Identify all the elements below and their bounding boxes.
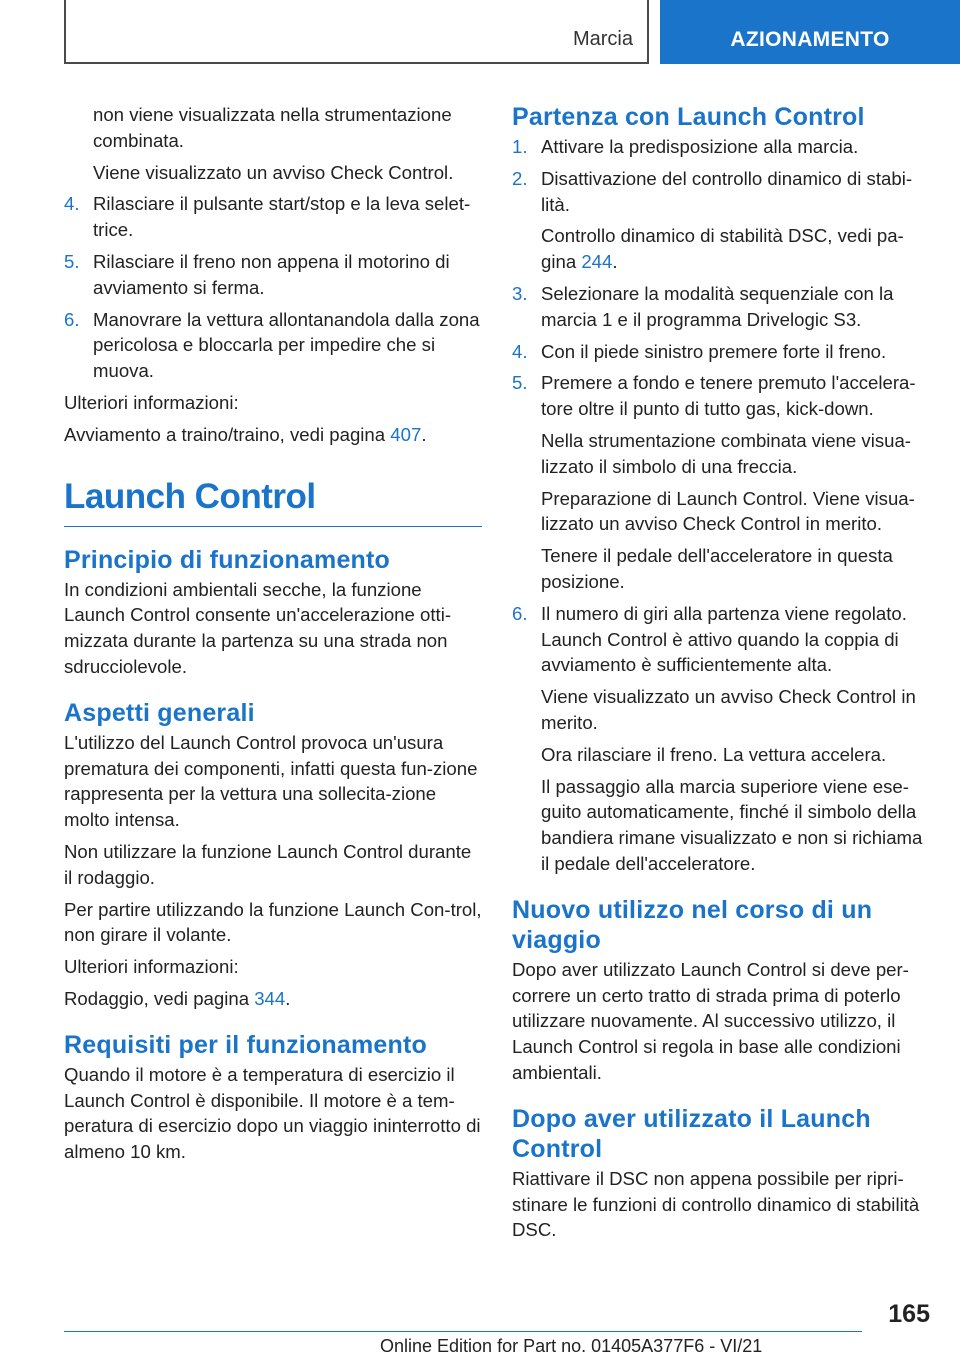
step-text: Rilasciare il pulsante start/stop e la leva selet-trice. [93, 193, 471, 241]
step-subtext [541, 223, 932, 275]
step-text: Rilasciare il freno non appena il motorino di avviamento si ferma. [93, 250, 450, 298]
cross-reference [64, 422, 482, 448]
step-subtext: Viene visualizzato un avviso Check Control in merito. [541, 686, 916, 733]
step-item [64, 307, 482, 384]
step-subtext: Tenere il pedale dell'acceleratore in questa posizione. [541, 545, 893, 592]
step-subtext: Preparazione di Launch Control. Viene visua-lizzato un avviso Check Control in merito. [541, 487, 915, 535]
more-info-label: Ulteriori informazioni: [64, 391, 239, 413]
continued-text: Viene visualizzato un avviso Check Control. [93, 161, 454, 183]
body-paragraph: Dopo aver utilizzato Launch Control si deve per-correre un certo tratto di strada prima di poterlo utilizzare nuovamente. Al successivo utilizzo, il Launch Control si regola in base alle condizioni ambientali. [512, 958, 909, 1083]
step-subtext: Ora rilasciare il freno. La vettura accelera. [541, 743, 887, 765]
step-number: 6. [64, 308, 80, 330]
page-link[interactable]: 244 [581, 251, 613, 273]
section-heading: Partenza con Launch Control [512, 103, 865, 131]
step-item [512, 166, 932, 275]
reference-text: Avviamento a traino/traino, vedi pagina [64, 423, 391, 445]
step-number: 2. [512, 167, 528, 189]
cross-reference [64, 986, 482, 1012]
step-item [64, 249, 482, 301]
page-link[interactable]: 407 [390, 423, 422, 445]
body-paragraph: Per partire utilizzando la funzione Launch Con-trol, non girare il volante. [64, 898, 482, 946]
step-text: Con il piede sinistro premere forte il freno. [541, 340, 887, 362]
body-paragraph: In condizioni ambientali secche, la funzione Launch Control consente un'accelerazione otti-mizzata durante la partenza su una strada non sdrucciolevole. [64, 578, 452, 677]
step-subtext: Nella strumentazione combinata viene visua-lizzato il simbolo di una freccia. [541, 429, 911, 477]
step-number: 5. [64, 250, 80, 272]
header-chapter-tab [660, 0, 960, 64]
chapter-title: AZIONAMENTO [730, 28, 890, 51]
section-heading: Principio di funzionamento [64, 545, 391, 574]
step-text: Manovrare la vettura allontanandola dalla zona pericolosa e bloccarla per impedire che si muova. [93, 308, 480, 382]
section-heading: Nuovo utilizzo nel corso di un viaggio [512, 895, 873, 954]
chapter-heading: Launch Control [64, 476, 482, 527]
step-item [512, 601, 932, 877]
body-paragraph: L'utilizzo del Launch Control provoca un'usura prematura dei componenti, infatti questa fun-zione rappresenta per la vettura una sollecita-zione molto intensa. [64, 731, 478, 831]
step-item [512, 370, 932, 594]
reference-end: . [285, 987, 291, 1009]
step-item [512, 281, 932, 333]
section-heading: Aspetti generali [64, 698, 255, 727]
body-paragraph: Non utilizzare la funzione Launch Control durante il rodaggio. [64, 840, 472, 888]
section-title: Marcia [572, 28, 633, 50]
reference-end: . [612, 251, 618, 273]
body-paragraph: Riattivare il DSC non appena possibile per ripri-stinare le funzioni di controllo dinamico di stabilità DSC. [512, 1167, 920, 1241]
step-subtext: Il passaggio alla marcia superiore viene ese-guito automaticamente, finché il simbolo della bandiera rimane visualizzato e non si richiama il pedale dell'acceleratore. [541, 775, 923, 874]
step-text: Selezionare la modalità sequenziale con la marcia 1 e il programma Drivelogic S3. [541, 282, 894, 330]
section-heading: Requisiti per il funzionamento [64, 1030, 427, 1059]
more-info-label: Ulteriori informazioni: [64, 956, 239, 978]
step-number: 3. [512, 282, 528, 304]
step-item [512, 134, 932, 160]
step-number: 4. [64, 193, 80, 215]
step-text: Il numero di giri alla partenza viene regolato. Launch Control è attivo quando la coppia di avviamento è sufficientemente alta. [541, 602, 907, 676]
footer-divider [64, 1331, 862, 1332]
step-item [64, 191, 482, 243]
section-heading: Dopo aver utilizzato il Launch Control [512, 1104, 871, 1163]
reference-text: Rodaggio, vedi pagina [64, 987, 255, 1009]
step-text: Premere a fondo e tenere premuto l'accelera-tore oltre il punto di tutto gas, kick-down. [541, 372, 916, 420]
reference-text: Controllo dinamico di stabilità DSC, vedi pa-gina [541, 225, 904, 273]
reference-end: . [421, 423, 427, 445]
edition-note: Online Edition for Part no. 01405A377F6 - VI/21 [380, 1336, 763, 1356]
step-number: 4. [512, 340, 528, 362]
right-column [512, 102, 932, 1249]
step-number: 6. [512, 602, 528, 624]
page-number: 165 [888, 1300, 930, 1328]
page-link[interactable]: 344 [254, 987, 286, 1009]
step-item [512, 339, 932, 365]
header-section-tab [64, 0, 649, 64]
continued-text: non viene visualizzata nella strumentazione combinata. [93, 104, 452, 151]
step-number: 1. [512, 136, 528, 157]
body-paragraph: Quando il motore è a temperatura di esercizio il Launch Control è disponibile. Il motore è a tem-peratura di esercizio dopo un viaggio ininterrotto di almeno 10 km. [64, 1063, 481, 1163]
step-text: Disattivazione del controllo dinamico di stabi-lità. [541, 167, 913, 215]
step-text: Attivare la predisposizione alla marcia. [541, 136, 859, 157]
step-number: 5. [512, 372, 528, 394]
left-column [64, 102, 482, 1171]
